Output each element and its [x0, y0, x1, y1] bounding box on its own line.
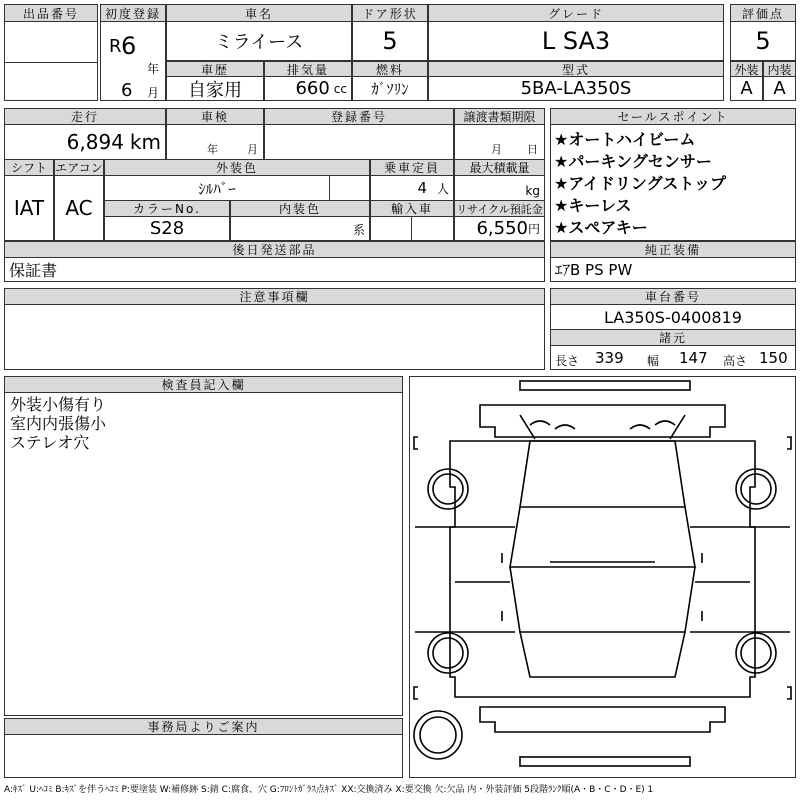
- mileage-value: 6,894: [66, 130, 124, 154]
- inspector-note: ステレオ穴: [10, 433, 90, 452]
- spec-header: 諸元: [550, 329, 796, 346]
- equipment-value: ｴｱB PS PW: [550, 257, 796, 282]
- fuel-header: 燃料: [352, 61, 428, 77]
- shift-value: IAT: [4, 175, 54, 241]
- inspection-header: 車検: [166, 108, 264, 125]
- inspector-note: 室内内張傷小: [10, 414, 107, 433]
- import-header: 輸入車: [370, 200, 454, 217]
- ac-value: AC: [54, 175, 104, 241]
- recycle-unit: 円: [527, 222, 540, 236]
- int-color-cell: [230, 216, 370, 241]
- car-diagram-box: [409, 376, 796, 778]
- mileage-cell: [4, 124, 166, 160]
- import-cell-b: [411, 216, 454, 241]
- transfer-cell: [454, 124, 545, 160]
- later-parts-header: 後日発送部品: [4, 241, 545, 258]
- max-load-cell: [454, 175, 545, 201]
- chassis-value: LA350S-0400819: [550, 304, 796, 330]
- insp-year-unit: 年: [207, 143, 218, 156]
- displacement-unit: cc: [333, 81, 347, 96]
- car-name-header: 車名: [166, 4, 352, 22]
- recycle-value: 6,550: [476, 218, 528, 239]
- inspector-box: [4, 392, 403, 716]
- max-load-unit: kg: [525, 184, 540, 198]
- reg-no-header: 登録番号: [264, 108, 454, 125]
- mileage-unit: km: [129, 130, 161, 154]
- exterior-grade-value: A: [730, 76, 763, 101]
- car-diagram: [410, 377, 795, 777]
- first-reg-header: 初度登録: [100, 4, 166, 22]
- lot-no-header: 出品番号: [4, 4, 98, 22]
- sales-points-header: セールスポイント: [550, 108, 796, 125]
- int-color-unit: 系: [352, 223, 365, 237]
- inspector-header: 検査員記入欄: [4, 376, 403, 393]
- capacity-value: 4: [417, 179, 427, 197]
- width-label: 幅: [647, 354, 660, 368]
- displacement-value: 660: [295, 78, 330, 99]
- color-no-value: S28: [104, 216, 230, 241]
- year-value: 6: [121, 32, 137, 60]
- lot-no-divider: [5, 62, 97, 63]
- grade-header: グレード: [428, 4, 724, 22]
- import-cell-a: [370, 216, 412, 241]
- height-value: 150: [759, 349, 788, 367]
- length-label: 長さ: [555, 354, 580, 368]
- transfer-day-unit: 日: [527, 143, 538, 156]
- ac-header: エアコン: [55, 161, 103, 175]
- interior-grade-header: 内装: [763, 61, 796, 77]
- doors-value: 5: [352, 21, 428, 61]
- inspection-cell: [166, 124, 264, 160]
- displacement-header: 排気量: [264, 61, 352, 77]
- spec-cell: [550, 345, 796, 370]
- first-reg-box: [100, 21, 166, 101]
- lot-no-box: [4, 21, 98, 101]
- office-header: 事務局よりご案内: [4, 718, 403, 735]
- month-value: 6: [121, 80, 133, 101]
- door-header: ドア形状: [352, 4, 428, 22]
- exterior-grade-header: 外装: [730, 61, 763, 77]
- ext-color-header: 外装色: [104, 159, 370, 176]
- sales-point-item: ★オートハイビーム: [554, 130, 696, 149]
- transfer-month-unit: 月: [491, 143, 502, 156]
- history-header: 車歴: [166, 61, 264, 77]
- insp-month-unit: 月: [247, 143, 258, 156]
- legend-text: A:ｷｽﾞ U:ﾍｺﾐ B:ｷｽﾞを伴うﾍｺﾐ P:要塗装 W:補修跡 S:錆 C:腐食、穴 G:ﾌﾛﾝﾄｶﾞﾗｽ点ｷｽﾞ XX:交換済み X:要交換 欠:欠品 内・外装評価 5段階ﾗﾝｸ順(A・B・C・D・E) 1: [4, 785, 654, 795]
- sales-point-item: ★パーキングセンサー: [554, 152, 712, 171]
- displacement-cell: [264, 76, 352, 101]
- sales-points-box: [550, 124, 796, 241]
- car-name-value: ミライース: [166, 21, 352, 61]
- month-unit: 月: [147, 86, 160, 100]
- score-header: 評価点: [730, 4, 796, 22]
- recycle-cell: [454, 216, 545, 241]
- recycle-header: リサイクル預託金: [454, 200, 545, 217]
- notes-header: 注意事項欄: [4, 288, 545, 305]
- capacity-unit: 人: [436, 181, 449, 196]
- capacity-cell: [370, 175, 454, 201]
- later-parts-value: 保証書: [4, 257, 545, 282]
- chassis-header: 車台番号: [550, 288, 796, 305]
- length-value: 339: [595, 349, 624, 367]
- sales-point-item: ★キーレス: [554, 196, 632, 215]
- model-value: 5BA-LA350S: [428, 76, 724, 101]
- interior-grade-value: A: [763, 76, 796, 101]
- model-header: 型式: [428, 61, 724, 77]
- year-unit: 年: [147, 62, 160, 76]
- history-value: 自家用: [166, 76, 264, 101]
- ext-color-extra: [329, 175, 370, 201]
- era-mark: R: [109, 36, 122, 57]
- reg-no-cell: [264, 124, 454, 160]
- ext-color-value: ｼﾙﾊﾞｰ: [104, 175, 330, 201]
- capacity-header: 乗車定員: [370, 159, 454, 176]
- score-value: 5: [730, 21, 796, 61]
- mileage-header: 走行: [4, 108, 166, 125]
- office-box: [4, 734, 403, 778]
- sales-point-item: ★アイドリングストップ: [554, 174, 726, 193]
- transfer-header: 譲渡書類期限: [454, 108, 545, 125]
- max-load-header: 最大積載量: [454, 159, 545, 176]
- color-no-header: カラーNo.: [104, 200, 230, 217]
- inspector-note: 外装小傷有り: [10, 395, 107, 414]
- shift-header: シフト: [4, 159, 54, 176]
- height-label: 高さ: [723, 354, 748, 368]
- width-value: 147: [679, 349, 708, 367]
- notes-box: [4, 304, 545, 370]
- equipment-header: 純正装備: [550, 241, 796, 258]
- grade-value: L SA3: [428, 21, 724, 61]
- fuel-value: ｶﾞｿﾘﾝ: [352, 76, 428, 101]
- sales-point-item: ★スペアキー: [554, 218, 648, 237]
- int-color-header: 内装色: [230, 200, 370, 217]
